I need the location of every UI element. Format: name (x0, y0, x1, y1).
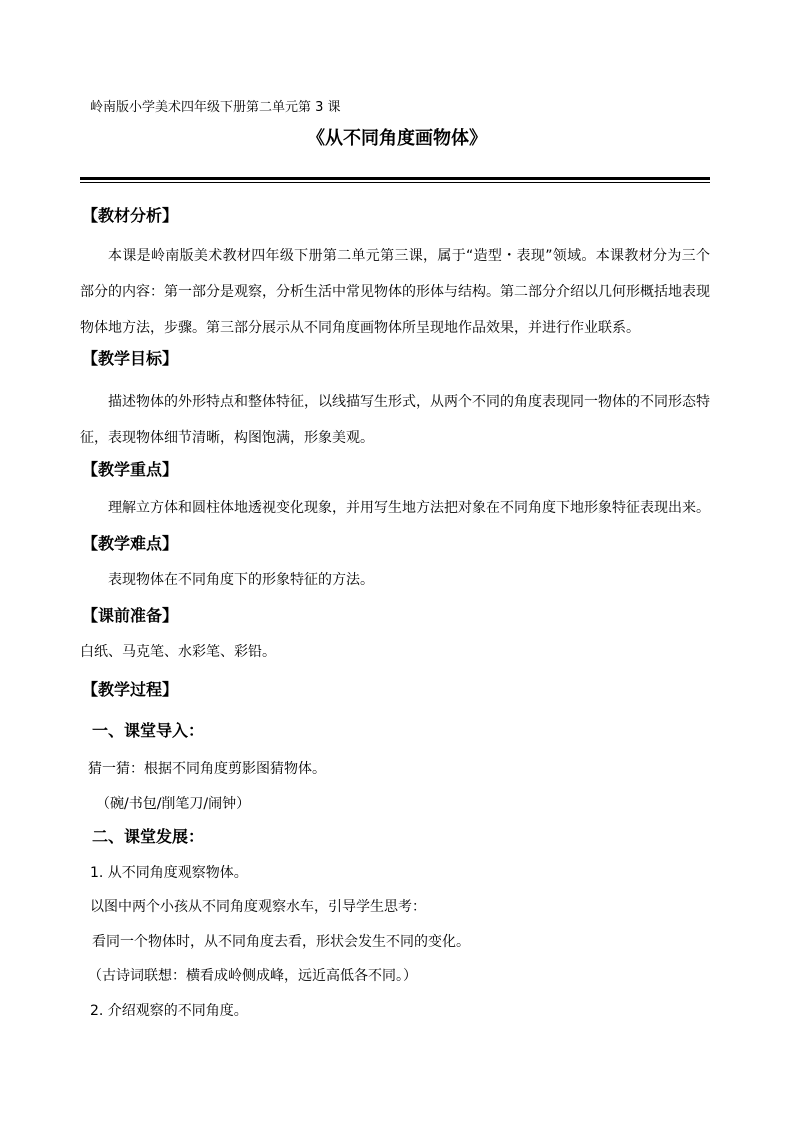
text-key-points: 理解立方体和圆柱体地透视变化现象，并用写生地方法把对象在不同角度下地形象特征表现出来。 (108, 500, 710, 516)
process-part1-title: 一、课堂导入： (92, 721, 205, 740)
heading-process: 【教学过程】 (82, 680, 179, 699)
process-part1-line2: （碗/书包/削笔刀/闹钟） (96, 796, 251, 812)
heading-difficulties: 【教学难点】 (82, 534, 179, 553)
heading-key-points: 【教学重点】 (82, 460, 179, 479)
process-part2-title: 二、课堂发展： (92, 827, 205, 846)
page-title: 《从不同角度画物体》 (307, 128, 487, 149)
text-preparation: 白纸、马克笔、水彩笔、彩铅。 (80, 644, 276, 660)
text-analysis: 本课是岭南版美术教材四年级下册第二单元第三课，属于“造型・表现”领域。本课教材分为三个部分的内容：第一部分是观察，分析生活中常见物体的形体与结构。第二部分介绍以几何形概括地表现物体地方法，步骤。第三部分展示从不同角度画物体所呈现地作品效果，并进行作业联系。 (80, 248, 710, 336)
process-item1-line1: 以图中两个小孩从不同角度观察水车，引导学生思考： (90, 899, 426, 915)
heading-goals: 【教学目标】 (82, 349, 179, 368)
text-difficulties: 表现物体在不同角度下的形象特征的方法。 (108, 572, 374, 588)
text-goals: 描述物体的外形特点和整体特征，以线描写生形式，从两个不同的角度表现同一物体的不同形态特征，表现物体细节清晰，构图饱满，形象美观。 (80, 394, 710, 446)
lesson-subtitle: 岭南版小学美术四年级下册第二单元第 3 课 (90, 100, 341, 115)
process-item1-line2: 看同一个物体时，从不同角度去看，形状会发生不同的变化。 (92, 934, 470, 950)
process-part1-line1: 猜一猜：根据不同角度剪影图猜物体。 (88, 761, 326, 777)
title-divider-thin (80, 182, 710, 183)
process-item1-line3: （古诗词联想：横看成岭侧成峰，远近高低各不同。） (88, 968, 417, 984)
process-item2: 2. 介绍观察的不同角度。 (90, 1003, 248, 1019)
title-divider-thick (80, 177, 710, 180)
heading-analysis: 【教材分析】 (82, 206, 179, 225)
heading-preparation: 【课前准备】 (82, 606, 179, 625)
process-item1: 1. 从不同角度观察物体。 (90, 865, 248, 881)
